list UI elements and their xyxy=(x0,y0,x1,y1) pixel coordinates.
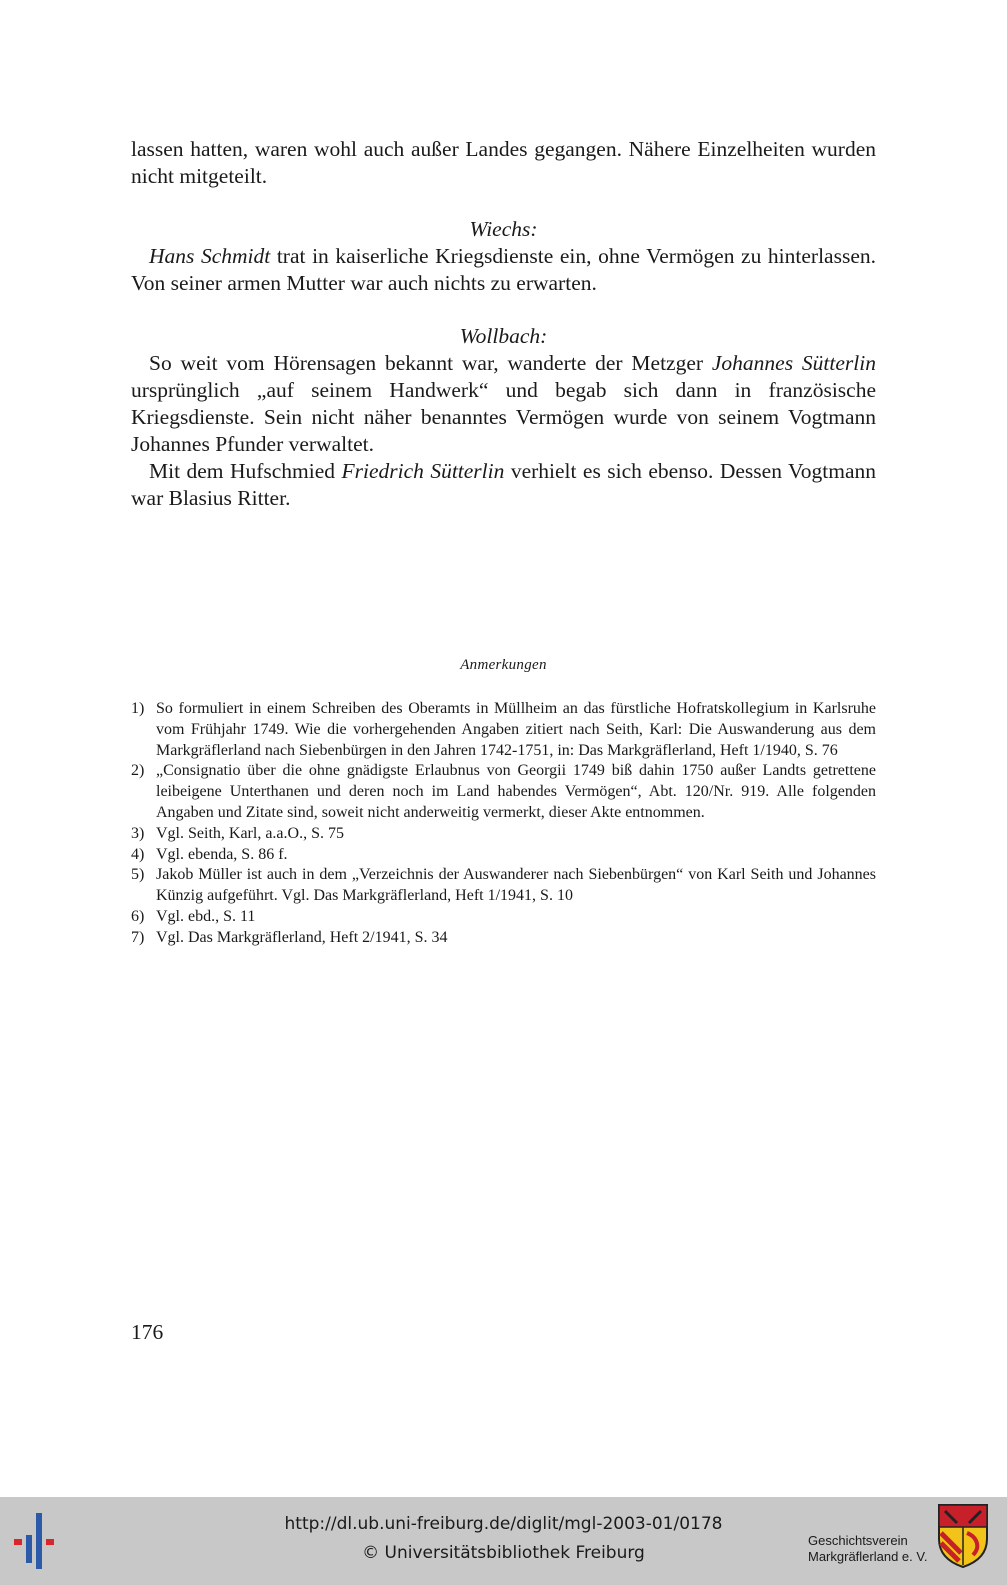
page-number: 176 xyxy=(131,1320,164,1344)
footnote-text: Vgl. ebenda, S. 86 f. xyxy=(156,845,288,863)
copyright-notice: © Universitätsbibliothek Freiburg xyxy=(362,1543,645,1563)
notes-title: Anmerkungen xyxy=(460,657,547,673)
paragraph-intro: lassen hatten, waren wohl auch außer Landes gegangen. Nähere Einzelheiten wurden nicht mitgeteilt. xyxy=(131,137,876,188)
footnote xyxy=(131,865,876,907)
person-name: Hans Schmidt xyxy=(149,244,271,268)
person-name: Johannes Sütterlin xyxy=(711,351,876,375)
footnote-text: So formuliert in einem Schreiben des Oberamts in Müllheim an das fürstliche Hofratskollegium in Karlsruhe vom Frühjahr 1749. Wie die vorhergehenden Angaben zitiert nach Seith, Karl: Die Auswanderung aus dem Markgräflerland nach Siebenbürgen in den Jahren 1742-1751, in: Das Markgräflerland, Heft 1/1940, S. 76 xyxy=(156,700,876,759)
paragraph-wollbach-2 xyxy=(131,458,876,512)
paragraph-wollbach-1 xyxy=(131,350,876,458)
footnote-number: 3) xyxy=(131,824,145,842)
footnote-number: 1) xyxy=(131,700,145,717)
footnote-text: Vgl. Das Markgräflerland, Heft 2/1941, S. 34 xyxy=(156,928,448,946)
document-url[interactable]: http://dl.ub.uni-freiburg.de/diglit/mgl-2003-01/0178 xyxy=(284,1514,723,1534)
main-text xyxy=(131,136,876,512)
heading-wiechs: Wiechs: xyxy=(469,217,538,241)
paragraph-text: So weit vom Hörensagen bekannt war, wanderte der Metzger xyxy=(149,351,712,375)
paragraph-wiechs xyxy=(131,243,876,297)
coat-of-arms-icon xyxy=(937,1503,989,1569)
paragraph-text: trat in kaiserliche Kriegsdienste ein, ohne Vermögen zu hinterlassen. Von seiner armen Mutter war auch nichts zu erwarten. xyxy=(131,244,876,295)
footnote xyxy=(131,907,876,928)
footnote-number: 7) xyxy=(131,928,145,946)
person-name: Friedrich Sütterlin xyxy=(341,459,505,483)
footnote-number: 6) xyxy=(131,907,145,925)
footnote-number: 5) xyxy=(131,866,145,884)
society-line: Markgräflerland e. V. xyxy=(808,1549,928,1564)
footnotes-list xyxy=(131,699,876,949)
footnote-text: „Consignatio über die ohne gnädigste Erlaubnus von Georgii 1749 biß dahin 1750 außer Landts getrettene leibeigene Unterthanen und deren noch im Land habendes Vermögen“, Abt. 120/Nr. 919. Alle folgenden Angaben und Zitate sind, soweit nicht anderweitig vermerkt, dieser Akte entnommen. xyxy=(156,762,876,821)
paragraph-text: ursprünglich „auf seinem Handwerk“ und begab sich dann in französische Kriegsdienste. Sein nicht näher benanntes Vermögen wurde von seinem Vogtmann Johannes Pfunder verwaltet. xyxy=(131,378,876,456)
footnote-text: Jakob Müller ist auch in dem „Verzeichnis der Auswanderer nach Siebenbürgen“ von Karl Seith und Johannes Künzig aufgeführt. Vgl. Das Markgräflerland, Heft 1/1941, S. 10 xyxy=(156,866,876,905)
footer-bar xyxy=(0,1497,1007,1585)
society-line: Geschichtsverein xyxy=(808,1533,908,1548)
footnote-text: Vgl. Seith, Karl, a.a.O., S. 75 xyxy=(156,824,344,842)
heading-wollbach: Wollbach: xyxy=(459,324,548,348)
footnote xyxy=(131,699,876,761)
footnote xyxy=(131,928,876,949)
footnote xyxy=(131,824,876,845)
footnote-number: 4) xyxy=(131,845,145,863)
footnote xyxy=(131,845,876,866)
footnote-number: 2) xyxy=(131,762,145,780)
society-name xyxy=(808,1533,927,1565)
paragraph-text: verhielt es sich ebenso. Dessen Vogtmann war Blasius Ritter. xyxy=(131,459,876,510)
footnote-text: Vgl. ebd., S. 11 xyxy=(156,907,256,925)
footnote xyxy=(131,761,876,823)
paragraph-text: Mit dem Hufschmied xyxy=(149,459,342,483)
